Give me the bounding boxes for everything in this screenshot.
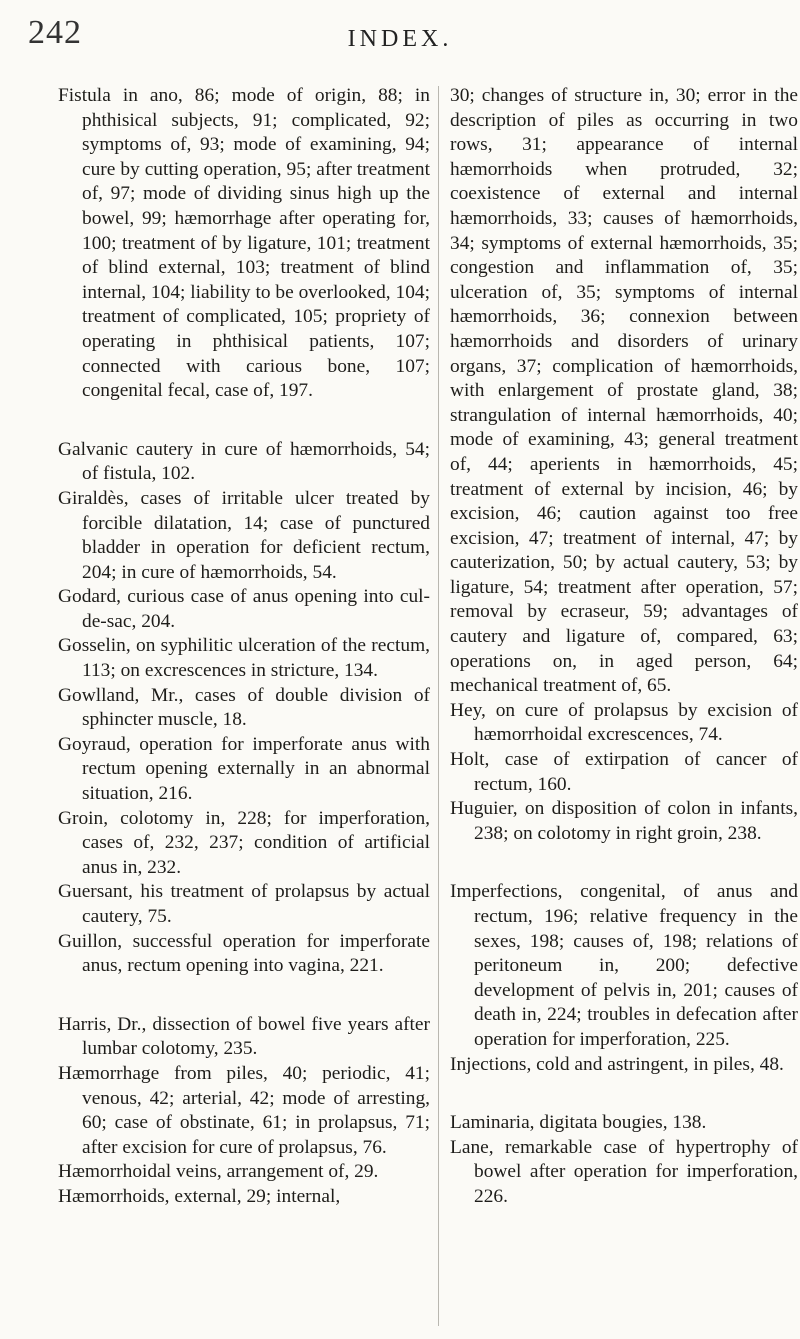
index-entry-imperfections: Imperfections, congenital, of anus and rectum, 196; relative frequency in the sexes, 198; causes of, 198; relations of peritoneum in, 200; defective development of pelvis in, 201; causes of death in, 224; troubles in defecation after operation for imperforation, 225.	[450, 881, 798, 1050]
index-entry-gowlland: Gowlland, Mr., cases of double division of sphincter muscle, 18.	[58, 684, 430, 731]
index-entry-fistula: Fistula in ano, 86; mode of origin, 88; in phthisical subjects, 91; complicated, 92; symptoms of, 93; mode of examining, 94; cure by cutting operation, 95; after treatment of, 97; mode of dividing sinus high up the bowel, 99; hæmorrhage after operating for, 100; treatment of by ligature, 101; treatment of blind external, 103; treatment of blind internal, 104; liability to be overlooked, 104; treatment of complicated, 105; propriety of operating in phthisical patients, 107; connected with carious bone, 107; congenital fecal, case of, 197.	[58, 85, 430, 402]
index-entry-guersant: Guersant, his treatment of prolapsus by actual cautery, 75.	[58, 881, 430, 927]
index-entry-gosselin: Gosselin, on syphilitic ulceration of the rectum, 113; on excrescences in stricture, 134.	[58, 635, 430, 682]
index-entry-godard: Godard, curious case of anus opening into cul-de-sac, 204.	[58, 586, 430, 632]
left-column	[58, 84, 430, 1210]
index-entry-guillon: Guillon, successful operation for imperforate anus, rectum opening into vagina, 221.	[58, 930, 430, 977]
index-entry-haemorrhoids: Hæmorrhoids, external, 29; internal,	[58, 1185, 341, 1207]
index-entry-haemorrhoids-continued: 30; changes of structure in, 30; error in the description of piles as occurring in two rows, 31; appearance of internal hæmorrhoids when protruded, 32; coexistence of external and internal hæmorrhoids, 33; causes of hæmorrhoids, 34; symptoms of external hæmorrhoids, 35; congestion and inflammation of, 35; ulceration of, 35; symptoms of internal hæmorrhoids, 36; connexion between hæmorrhoids and disorders of urinary organs, 37; complication of hæmorrhoids, with enlargement of prostate gland, 38; strangulation of internal hæmorrhoids, 40; mode of examining, 43; general treatment of, 44; aperients in hæmorrhoids, 45; treatment of external by incision, 46; by excision, 46; caution against too free excision, 47; treatment of internal, 47; by cauterization, 50; by actual cautery, 53; by ligature, 54; treatment after operation, 57; removal by ecraseur, 59; advantages of cautery and ligature of, compared, 63; operations on, in aged person, 64; mechanical treatment of, 65.	[450, 85, 798, 697]
index-entry-groin: Groin, colotomy in, 228; for imperforation, cases of, 232, 237; condition of artificial anus in, 232.	[58, 807, 430, 878]
index-entry-holt: Holt, case of extirpation of cancer of rectum, 160.	[450, 749, 798, 795]
index-entry-laminaria: Laminaria, digitata bougies, 138.	[450, 1112, 707, 1134]
index-entry-haemorrhoidal-veins: Hæmorrhoidal veins, arrangement of, 29.	[58, 1161, 379, 1183]
index-entry-hey: Hey, on cure of prolapsus by excision of hæmorrhoidal excrescences, 74.	[450, 699, 798, 746]
index-entry-injections: Injections, cold and astringent, in piles, 48.	[450, 1053, 784, 1075]
index-entry-galvanic: Galvanic cautery in cure of hæmorrhoids, 54; of fistula, 102.	[58, 438, 430, 485]
index-entry-haemorrhage: Hæmorrhage from piles, 40; periodic, 41; venous, 42; arterial, 42; mode of arresting, 60; case of obstinate, 61; in prolapsus, 71; after excision for cure of prolapsus, 76.	[58, 1062, 430, 1158]
index-entry-giraldes: Giraldès, cases of irritable ulcer treated by forcible dilatation, 14; case of punctured bladder in operation for deficient rectum, 204; in cure of hæmorrhoids, 54.	[58, 487, 430, 583]
column-divider	[438, 86, 439, 1326]
right-column	[450, 84, 798, 1210]
page-number: 242	[28, 14, 82, 51]
index-entry-lane: Lane, remarkable case of hypertrophy of bowel after operation for imperforation, 226.	[450, 1136, 798, 1207]
index-entry-harris: Harris, Dr., dissection of bowel five years after lumbar colotomy, 235.	[58, 1013, 430, 1060]
index-entry-goyraud: Goyraud, operation for imperforate anus with rectum opening externally in an abnormal situation, 216.	[58, 733, 430, 805]
running-head: INDEX.	[347, 26, 453, 52]
index-entry-huguier: Huguier, on disposition of colon in infants, 238; on colotomy in right groin, 238.	[450, 798, 798, 844]
